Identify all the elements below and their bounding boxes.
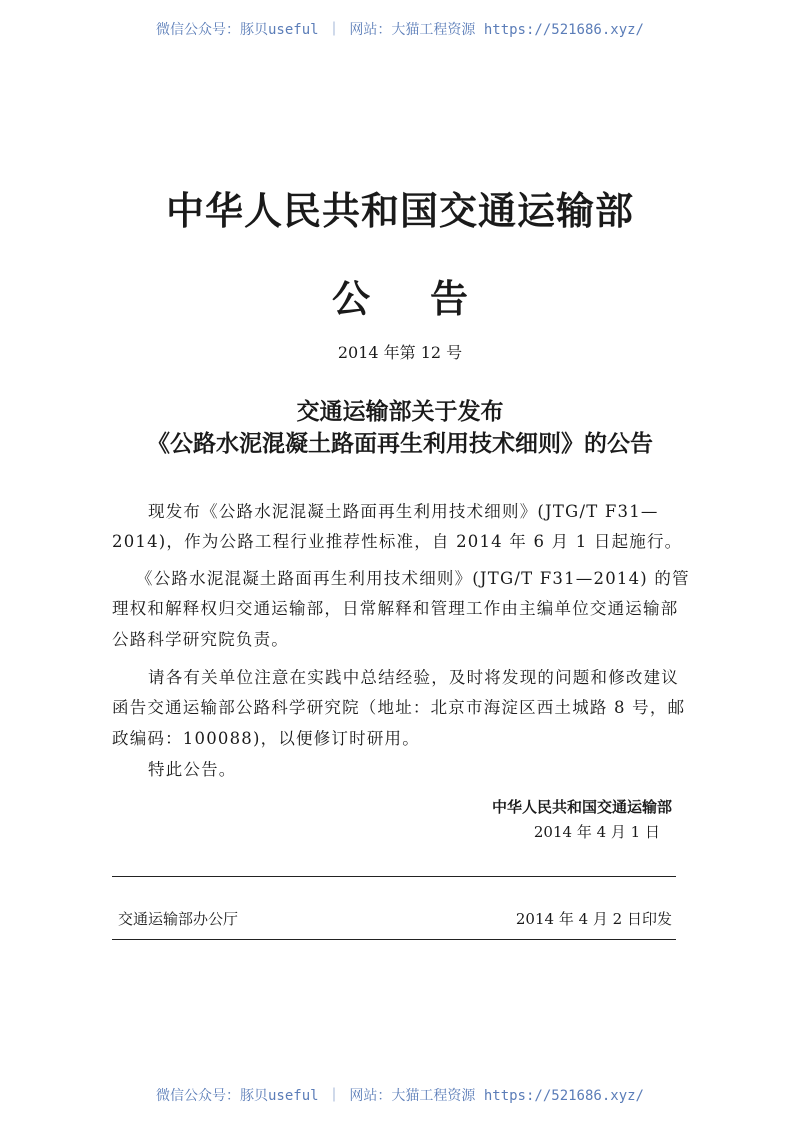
notice-label: 公告: [331, 276, 528, 321]
body-line: 政编码：100088)，以便修订时研用。: [112, 729, 420, 748]
footer-print-date: 2014 年 4 月 2 日印发: [515, 910, 672, 928]
watermark-bottom: 微信公众号：豚贝useful ｜ 网站：大猫工程资源 https://521686.xyz/: [155, 1088, 644, 1104]
issuer-title: 中华人民共和国交通运输部: [165, 188, 634, 233]
signature-date: 2014 年 4 月 1 日: [533, 823, 660, 841]
signature-org: 中华人民共和国交通运输部: [491, 798, 672, 816]
divider-bottom: [112, 939, 676, 940]
footer-office: 交通运输部办公厅: [118, 910, 239, 928]
watermark-top: 微信公众号：豚贝useful ｜ 网站：大猫工程资源 https://521686.xyz/: [155, 22, 644, 38]
body-line: 理权和解释权归交通运输部，日常解释和管理工作由主编单位交通运输部: [112, 599, 679, 618]
subtitle-line: 交通运输部关于发布: [296, 398, 504, 425]
body-line: 2014)，作为公路工程行业推荐性标准，自 2014 年 6 月 1 日起施行。: [112, 532, 683, 551]
notice-number: 2014 年第 12 号: [337, 343, 463, 362]
subtitle-line: 《公路水泥混凝土路面再生利用技术细则》的公告: [147, 430, 653, 457]
body-line: 函告交通运输部公路科学研究院（地址：北京市海淀区西土城路 8 号，邮: [112, 698, 686, 717]
body-line: 特此公告。: [148, 760, 237, 779]
body-line: 《公路水泥混凝土路面再生利用技术细则》(JTG/T F31—2014) 的管: [136, 569, 690, 588]
body-line: 请各有关单位注意在实践中总结经验，及时将发现的问题和修改建议: [148, 668, 679, 687]
body-line: 现发布《公路水泥混凝土路面再生利用技术细则》(JTG/T F31—: [148, 502, 659, 521]
body-line: 公路科学研究院负责。: [112, 630, 289, 649]
divider-top: [112, 876, 676, 877]
